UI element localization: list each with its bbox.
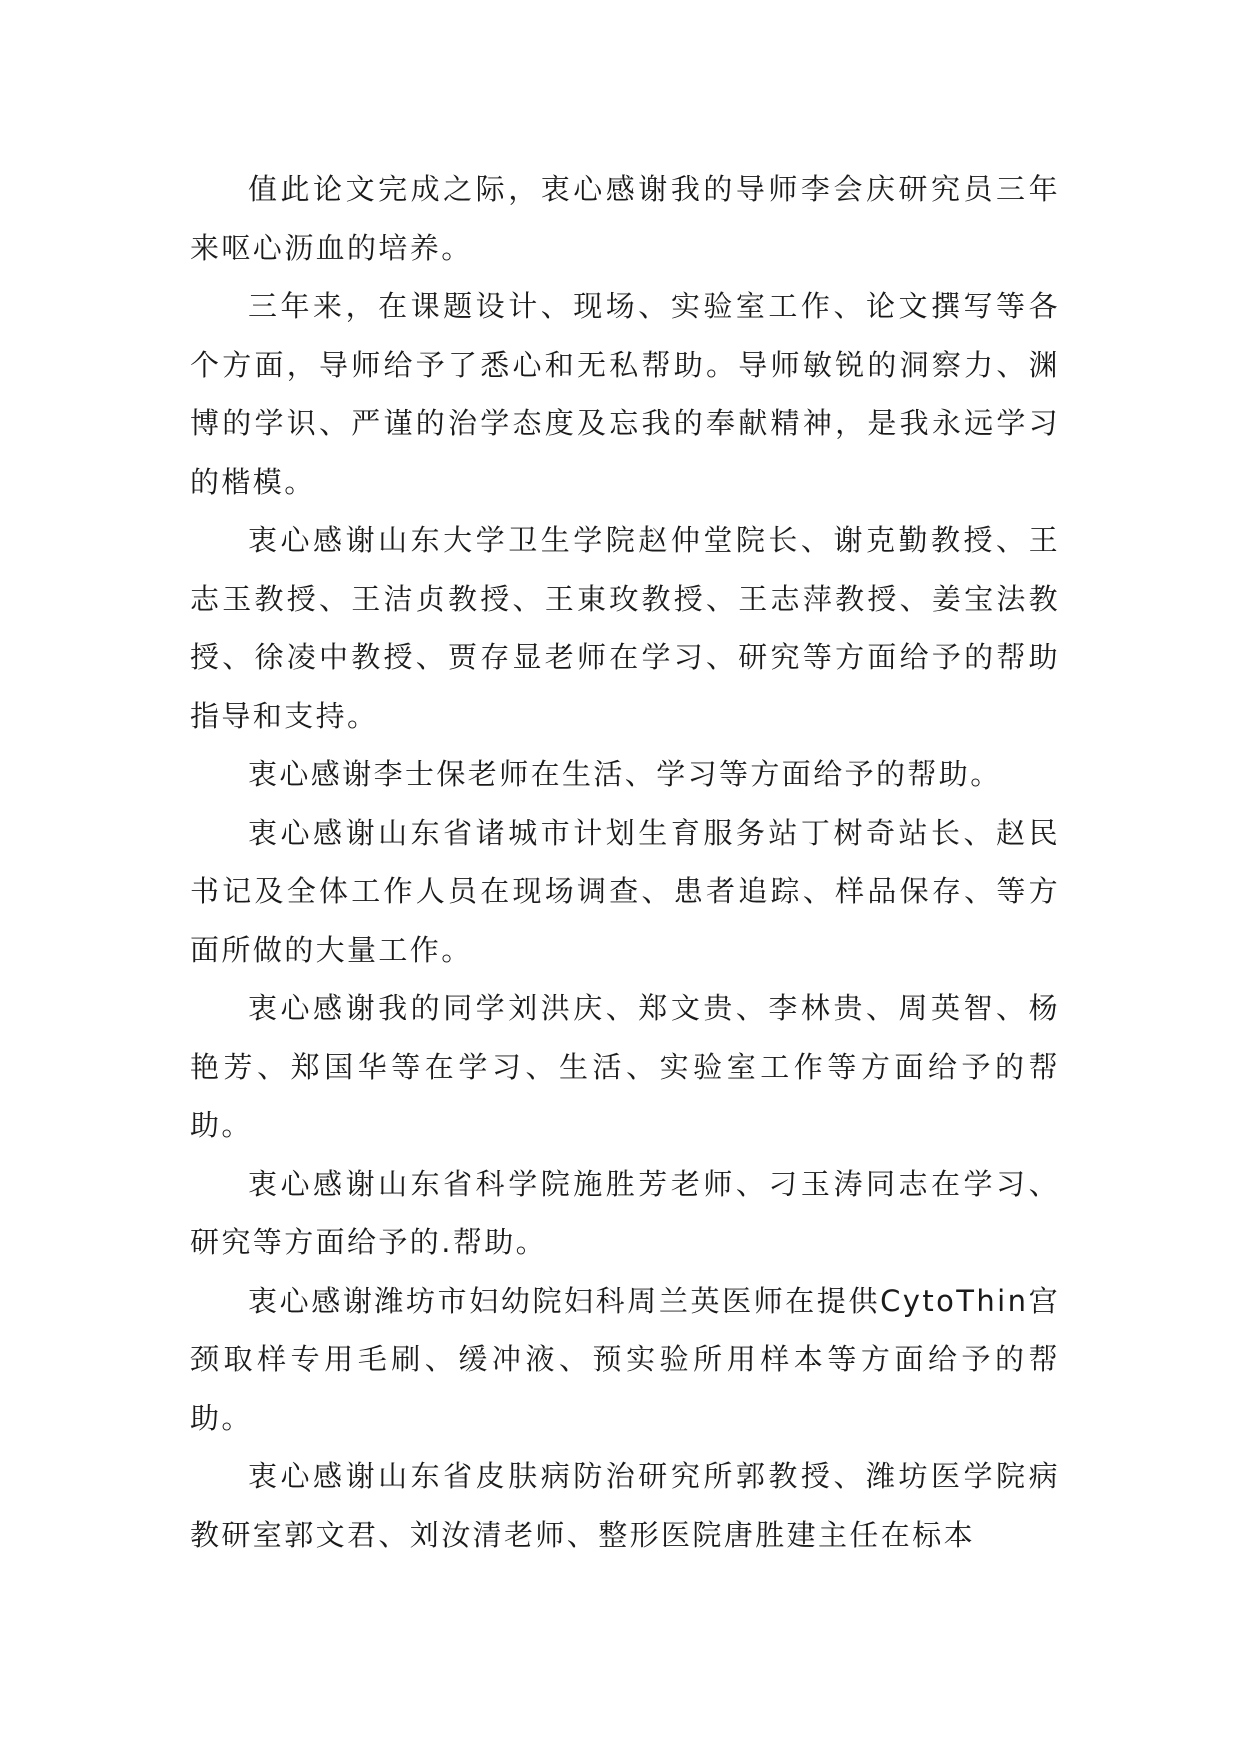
paragraph-4: 衷心感谢李士保老师在生活、学习等方面给予的帮助。 — [248, 757, 1002, 791]
acknowledgement-text — [190, 160, 1060, 1564]
paragraph-8: 衷心感谢潍坊市妇幼院妇科周兰英医师在提供CytoThin宫颈取样专用毛刷、缓冲液、预实验所用样本等方面给予的帮助。 — [190, 1283, 1060, 1435]
paragraph-6: 衷心感谢我的同学刘洪庆、郑文贵、李林贵、周英智、杨艳芳、郑国华等在学习、生活、实验室工作等方面给予的帮助。 — [190, 991, 1060, 1142]
paragraph-2: 三年来，在课题设计、现场、实验室工作、论文撰写等各个方面，导师给予了悉心和无私帮助。导师敏锐的洞察力、渊博的学识、严谨的治学态度及忘我的奉献精神，是我永远学习的楷模。 — [190, 289, 1060, 499]
paragraph-3: 衷心感谢山东大学卫生学院赵仲堂院长、谢克勤教授、王志玉教授、王洁贞教授、王東玫教授、王志萍教授、姜宝法教授、徐凌中教授、贾存显老师在学习、研究等方面给予的帮助指导和支持。 — [190, 523, 1060, 733]
paragraph-5: 衷心感谢山东省诸城市计划生育服务站丁树奇站长、赵民书记及全体工作人员在现场调查、患者追踪、样品保存、等方面所做的大量工作。 — [190, 815, 1060, 967]
paragraph-9: 衷心感谢山东省皮肤病防治研究所郭教授、潍坊医学院病教研室郭文君、刘汝清老师、整形医院唐胜建主任在标本 — [190, 1459, 1060, 1552]
paragraph-7: 衷心感谢山东省科学院施胜芳老师、刁玉涛同志在学习、研究等方面给予的.帮助。 — [190, 1166, 1060, 1259]
paragraph-1: 值此论文完成之际，衷心感谢我的导师李会庆研究员三年来呕心沥血的培养。 — [190, 172, 1060, 265]
